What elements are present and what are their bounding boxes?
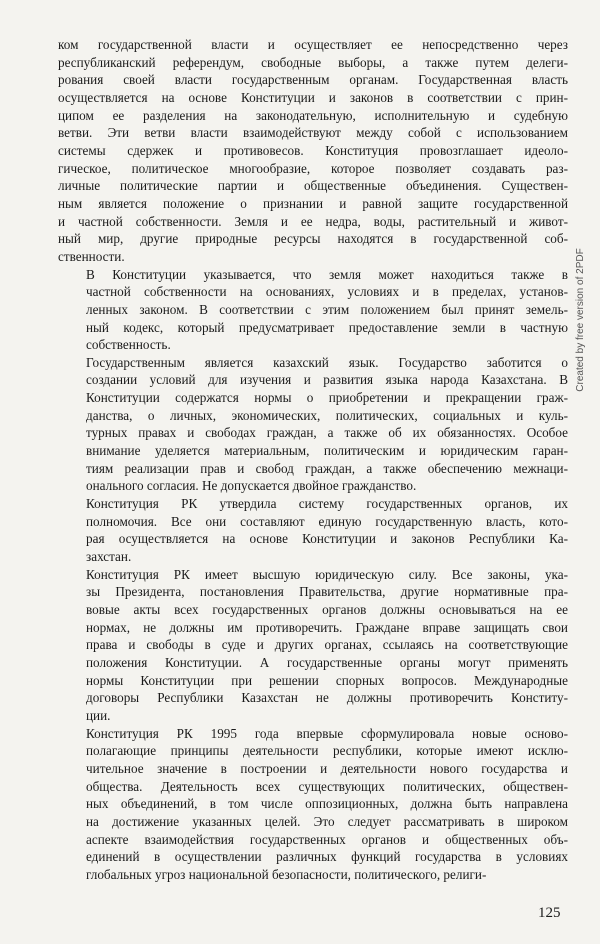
- text-line: вовые акты всех государственных органов должны основываться на ее: [86, 602, 568, 617]
- text-line: ных объединений, в том числе оппозиционных, должна быть направлена: [86, 796, 568, 812]
- text-line: ком государственной власти и осуществляет ее непосредственно через: [58, 37, 568, 52]
- paragraph: [58, 266, 568, 354]
- text-line: ственности.: [58, 248, 125, 264]
- page-number: 125: [538, 905, 561, 921]
- text-line: рования своей власти государственным органам. Государственная власть: [58, 72, 568, 88]
- text-line: рая осуществляется на основе Конституции и законов Республики Ка-: [86, 531, 568, 547]
- text-line: права и свободы в суде и других органах, ссылаясь на соответствующие: [86, 637, 568, 653]
- text-line: турных правах и свободах граждан, а также об их обязанностях. Особое: [86, 425, 568, 441]
- text-line: гическое, политическое многообразие, которое позволяет создавать раз-: [58, 160, 568, 176]
- paragraph: [58, 354, 568, 495]
- text-line: договоры Республики Казахстан не должны противоречить Конститу-: [86, 690, 568, 706]
- body-text: [58, 36, 568, 884]
- text-line: Государственным является казахский язык. Государство заботится о: [86, 354, 568, 370]
- text-line: нормы Конституции при решении спорных вопросов. Международные: [86, 672, 568, 688]
- text-line: аспекте взаимодействия государственных органов и общественных объ-: [86, 831, 568, 847]
- text-line: онального согласия. Не допускается двойное гражданство.: [86, 478, 417, 494]
- text-line: ным является положение о признании и равной защите государственной: [58, 195, 568, 211]
- text-line: системы сдержек и противовесов. Конституция провозглашает идеоло-: [58, 142, 568, 158]
- text-line: положения Конституции. А государственные органы могут применять: [86, 654, 568, 670]
- text-line: на достижение указанных целей. Это следует рассматривать в широком: [86, 813, 568, 829]
- text-line: ции.: [86, 707, 111, 723]
- text-line: тиям реализации прав и свобод граждан, а также обеспечению межнаци-: [86, 460, 568, 476]
- text-line: зы Президента, постановления Правительства, другие нормативные пра-: [86, 584, 568, 600]
- text-line: ный мир, другие природные ресурсы находятся в государственной соб-: [58, 231, 568, 247]
- text-line: чительное значение в построении и деятельности нового государства и: [86, 760, 568, 776]
- text-line: Конституция РК утвердила систему государственных органов, их: [86, 496, 568, 512]
- text-line: В Конституции указывается, что земля может находиться также в: [86, 266, 568, 282]
- paragraph: [58, 36, 568, 266]
- text-line: личные политические партии и общественные объединения. Существен-: [58, 178, 568, 194]
- text-line: республиканский референдум, свободные выборы, а также путем делеги-: [58, 54, 568, 70]
- text-line: глобальных угроз национальной безопасности, политического, религи-: [86, 866, 487, 882]
- text-line: полномочия. Все они составляют единую государственную власть, кото-: [86, 513, 568, 529]
- text-line: полагающие принципы деятельности республики, которые имеют исклю-: [86, 743, 568, 759]
- text-line: общества. Деятельность всех существующих политических, обществен-: [86, 778, 568, 794]
- text-line: осуществляется на основе Конституции и законов в соответствии с прин-: [58, 89, 568, 105]
- text-line: ципом ее разделения на законодательную, исполнительную и судебную: [58, 107, 568, 123]
- text-line: ный кодекс, который предусматривает предоставление земли в частную: [86, 319, 568, 335]
- text-line: внимание уделяется материальным, политическим и юридическим гаран-: [86, 443, 568, 459]
- paragraph: [58, 495, 568, 566]
- paragraph: [58, 725, 568, 884]
- text-line: и частной собственности. Земля и ее недра, воды, растительный и живот-: [58, 213, 568, 229]
- text-line: собственность.: [86, 337, 171, 353]
- text-line: частной собственности на основаниях, условиях и в пределах, установ-: [86, 284, 568, 300]
- text-line: захстан.: [86, 549, 132, 565]
- text-line: единений в осуществлении различных функций государства в условиях: [86, 849, 568, 865]
- text-line: ленных законом. В соответствии с этим положением был принят земель-: [86, 301, 568, 317]
- text-line: Конституция РК имеет высшую юридическую силу. Все законы, ука-: [86, 566, 568, 582]
- text-line: создании условий для изучения и развития языка народа Казахстана. В: [86, 372, 568, 388]
- paragraph: [58, 566, 568, 725]
- text-line: Конституции содержатся нормы о приобретении и прекращении граж-: [86, 390, 568, 406]
- watermark-text: Created by free version of 2PDF: [575, 248, 586, 392]
- text-line: ветви. Эти ветви власти взаимодействуют между собой с использованием: [58, 125, 568, 141]
- text-line: нормах, не должны им противоречить. Граждане вправе защищать свои: [86, 619, 568, 635]
- text-line: данства, о личных, экономических, политических, социальных и куль-: [86, 407, 568, 423]
- text-line: Конституция РК 1995 года впервые сформулировала новые осново-: [86, 725, 568, 741]
